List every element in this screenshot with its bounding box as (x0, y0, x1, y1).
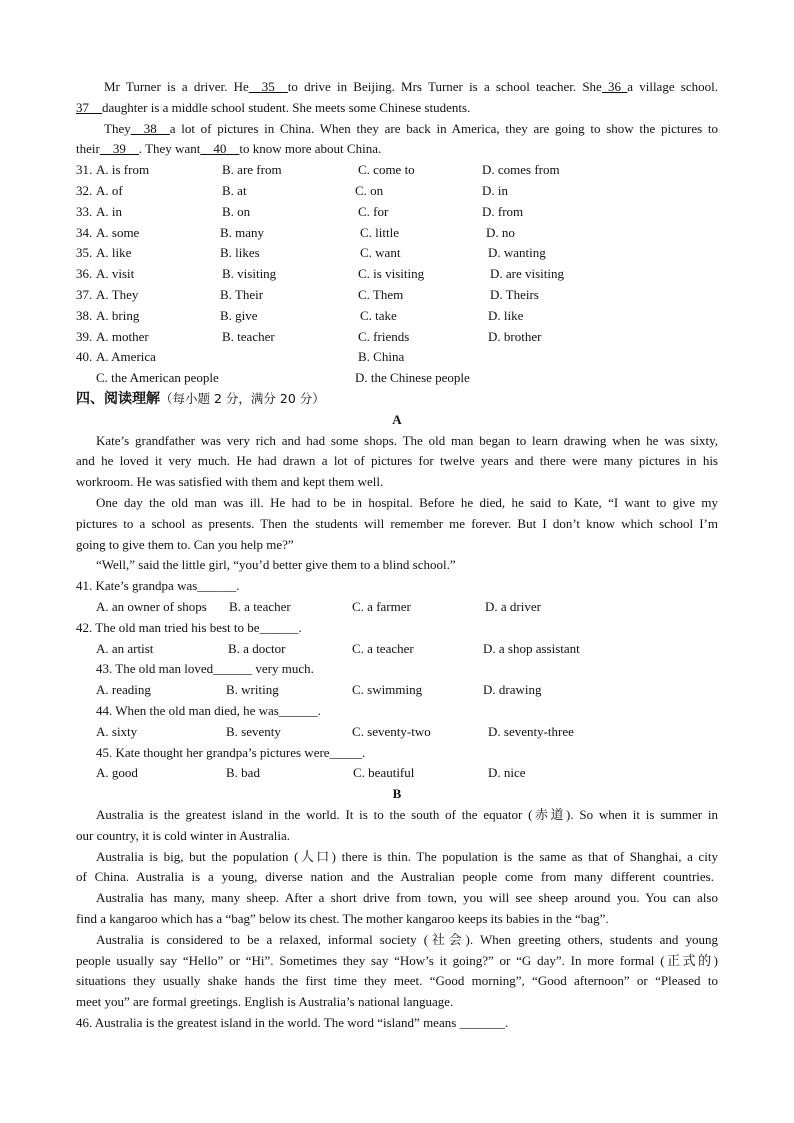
option-a[interactable]: A. in (96, 204, 122, 219)
option-d[interactable]: D. comes from (482, 162, 560, 177)
option-c[interactable]: C. is visiting (358, 266, 425, 281)
option-c[interactable]: C. Them (358, 287, 404, 302)
passage-a-line: going to give them to. Can you help me?” (76, 537, 294, 552)
reading-question-46: 46. Australia is the greatest island in the world. The word “island” means _______. (76, 1015, 509, 1030)
passage-a-line: and he loved it very much. He had drawn a lot of pictures for twelve years and there were many pictures in his (76, 453, 718, 468)
passage-b-line: find a kangaroo which has a “bag” below its chest. The mother kangaroo keeps its babies in the “bag”. (76, 911, 609, 926)
option-b[interactable]: B. a doctor (228, 641, 286, 656)
option-d[interactable]: D. brother (488, 329, 542, 344)
option-b[interactable]: B. writing (226, 682, 279, 697)
option-b[interactable]: B. bad (226, 765, 260, 780)
passage-a-line: Kate’s grandfather was very rich and had some shops. The old man began to learn drawing when he was sixty, (96, 433, 718, 448)
option-c[interactable]: C. little (360, 225, 399, 240)
option-d[interactable]: D. in (482, 183, 508, 198)
question-number: 34. (76, 225, 93, 240)
option-b[interactable]: B. visiting (222, 266, 277, 281)
option-c[interactable]: C. take (360, 308, 397, 323)
passage-b-line: of China. Australia is a young, diverse nation and the Australian people come from many different countries. (76, 869, 714, 884)
option-c[interactable]: C. come to (358, 162, 415, 177)
passage-a-line: One day the old man was ill. He had to be in hospital. Before he died, he said to Kate, “I want to give my (96, 495, 718, 510)
passage-b-line: people usually say “Hello” or “Hi”. Sometimes they say “How’s it going?” or “G day”. In more formal (正式的) (76, 953, 718, 968)
option-b[interactable]: B. Their (220, 287, 264, 302)
passage-a-line: pictures to a school as presents. Then the students will remember me forever. But I don’t know which school I’m (76, 516, 718, 531)
passage-a-line: workroom. He was satisfied with them and kept them well. (76, 474, 384, 489)
question-number: 38. (76, 308, 93, 323)
passage-b-line: meet you” are formal greetings. English is Australia’s national language. (76, 994, 454, 1009)
option-c[interactable]: C. on (355, 183, 384, 198)
option-a[interactable]: A. of (96, 183, 123, 198)
question-number: 40. (76, 349, 93, 364)
question-number: 37. (76, 287, 93, 302)
option-d[interactable]: D. Theirs (490, 287, 539, 302)
section-heading: 四、阅读理解（每小题 2 分，满分 20 分） (76, 391, 325, 407)
passage-a-line: “Well,” said the little girl, “you’d better give them to a blind school.” (96, 557, 456, 572)
option-d[interactable]: D. a shop assistant (483, 641, 580, 656)
option-d[interactable]: D. the Chinese people (355, 370, 470, 385)
option-b[interactable]: B. China (358, 349, 405, 364)
question-stem: 41. Kate’s grandpa was______. (76, 578, 240, 593)
option-b[interactable]: B. are from (222, 162, 282, 177)
passage-b-label: B (392, 786, 402, 801)
passage-b-line: situations they usually shake hands the first time they meet. “Good morning”, “Good afternoon” or “Pleased to (76, 973, 718, 988)
option-d[interactable]: D. are visiting (490, 266, 565, 281)
option-d[interactable]: D. nice (488, 765, 526, 780)
option-c[interactable]: C. for (358, 204, 389, 219)
option-c[interactable]: C. swimming (352, 682, 423, 697)
question-number: 31. (76, 162, 93, 177)
cloze-line-3: They__38__a lot of pictures in China. When they are back in America, they are going to show the pictures to (104, 121, 718, 136)
option-b[interactable]: B. teacher (222, 329, 275, 344)
option-d[interactable]: D. no (486, 225, 515, 240)
option-a[interactable]: A. like (96, 245, 132, 260)
option-b[interactable]: B. many (220, 225, 265, 240)
option-a[interactable]: A. They (96, 287, 139, 302)
option-c[interactable]: C. seventy-two (352, 724, 431, 739)
passage-b-line: Australia is big, but the population (人口) there is thin. The population is the same as that of Shanghai, a city (96, 849, 718, 864)
passage-b-line: Australia is considered to be a relaxed, informal society (社会). When greeting others, students and young (96, 932, 718, 947)
option-a[interactable]: A. sixty (96, 724, 138, 739)
option-b[interactable]: B. on (222, 204, 251, 219)
passage-b-line: our country, it is cold winter in Australia. (76, 828, 290, 843)
option-c[interactable]: C. a teacher (352, 641, 414, 656)
option-d[interactable]: D. seventy-three (488, 724, 574, 739)
option-a[interactable]: A. an owner of shops (96, 599, 207, 614)
option-b[interactable]: B. seventy (226, 724, 281, 739)
question-number: 32. (76, 183, 93, 198)
cloze-line-4: their__39__. They want__40__to know more about China. (76, 141, 382, 156)
option-d[interactable]: D. like (488, 308, 524, 323)
option-c[interactable]: C. beautiful (353, 765, 415, 780)
cloze-line-1: Mr Turner is a driver. He__35__to drive in Beijing. Mrs Turner is a school teacher. She 36 a village school. (104, 79, 718, 94)
question-stem: 42. The old man tried his best to be______. (76, 620, 302, 635)
option-b[interactable]: B. likes (220, 245, 260, 260)
option-b[interactable]: B. a teacher (229, 599, 291, 614)
option-c[interactable]: C. a farmer (352, 599, 411, 614)
question-number: 33. (76, 204, 93, 219)
question-number: 36. (76, 266, 93, 281)
cloze-line-2: 37__daughter is a middle school student. She meets some Chinese students. (76, 100, 471, 115)
question-number: 39. (76, 329, 93, 344)
option-d[interactable]: D. a driver (485, 599, 541, 614)
option-a[interactable]: A. mother (96, 329, 149, 344)
question-number: 35. (76, 245, 93, 260)
option-a[interactable]: A. some (96, 225, 140, 240)
option-a[interactable]: A. America (96, 349, 156, 364)
passage-b-line: Australia has many, many sheep. After a short drive from town, you will see sheep around you. You can also (96, 890, 718, 905)
option-d[interactable]: D. from (482, 204, 524, 219)
option-a[interactable]: A. is from (96, 162, 150, 177)
option-c[interactable]: C. friends (358, 329, 410, 344)
option-d[interactable]: D. wanting (488, 245, 546, 260)
option-b[interactable]: B. at (222, 183, 247, 198)
option-c[interactable]: C. want (360, 245, 401, 260)
passage-a-label: A (392, 412, 402, 427)
question-stem: 45. Kate thought her grandpa’s pictures were_____. (96, 745, 366, 760)
option-d[interactable]: D. drawing (483, 682, 542, 697)
option-a[interactable]: A. bring (96, 308, 140, 323)
option-a[interactable]: A. an artist (96, 641, 154, 656)
question-stem: 43. The old man loved______ very much. (96, 661, 314, 676)
option-b[interactable]: B. give (220, 308, 258, 323)
passage-b-line: Australia is the greatest island in the world. It is to the south of the equator (赤道). So when it is summer in (96, 807, 718, 822)
option-a[interactable]: A. visit (96, 266, 135, 281)
option-a[interactable]: A. good (96, 765, 138, 780)
option-c[interactable]: C. the American people (96, 370, 219, 385)
question-stem: 44. When the old man died, he was______. (96, 703, 322, 718)
option-a[interactable]: A. reading (96, 682, 151, 697)
